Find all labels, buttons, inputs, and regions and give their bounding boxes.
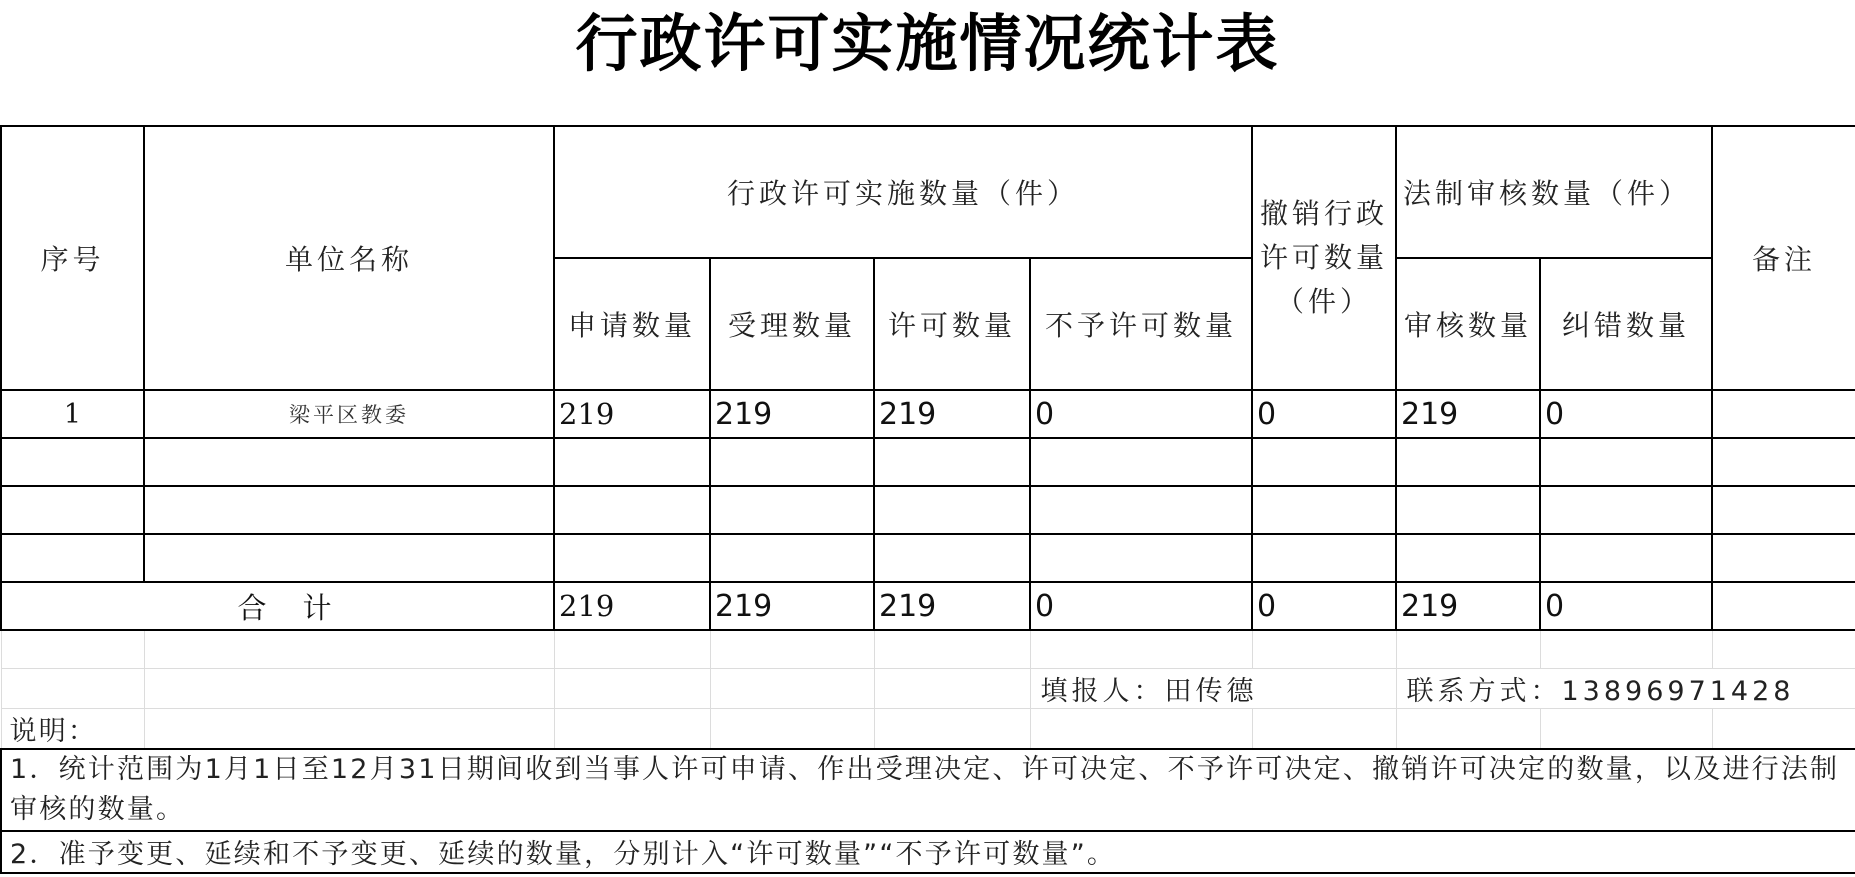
grid-cell: [1540, 630, 1712, 668]
total-row: [1, 582, 1855, 630]
grid-cell: [1252, 708, 1396, 749]
grid-cell: [554, 708, 710, 749]
cell-permit: 219: [874, 390, 1030, 438]
header-permit: 许可数量: [874, 258, 1030, 390]
empty-cell: [1030, 534, 1252, 582]
header-row-1: [1, 126, 1855, 258]
grid-cell: [1252, 630, 1396, 668]
cell-seq: 1: [1, 390, 144, 438]
header-remark: 备注: [1712, 126, 1855, 390]
total-review: 219: [1396, 582, 1540, 630]
header-unit-name: 单位名称: [144, 126, 554, 390]
empty-cell: [1712, 534, 1855, 582]
empty-cell: [1, 534, 144, 582]
header-legal-group: 法制审核数量（件）: [1396, 126, 1712, 258]
empty-cell: [1252, 438, 1396, 486]
grid-cell: [554, 630, 710, 668]
grid-cell: [874, 630, 1030, 668]
empty-cell: [710, 438, 874, 486]
grid-cell: [1712, 708, 1855, 749]
grid-cell: [1030, 708, 1252, 749]
note-row-2: [1, 831, 1855, 873]
header-implement-group: 行政许可实施数量（件）: [554, 126, 1252, 258]
note-row-1: [1, 749, 1855, 831]
total-deny: 0: [1030, 582, 1252, 630]
grid-cell: [710, 668, 874, 708]
empty-cell: [874, 486, 1030, 534]
cell-apply: 219: [554, 390, 710, 438]
empty-cell: [554, 438, 710, 486]
empty-cell: [144, 486, 554, 534]
blank-grid-row: [1, 630, 1855, 668]
notes-heading-row: [1, 708, 1855, 749]
empty-cell: [874, 438, 1030, 486]
cell-remark: [1712, 390, 1855, 438]
table-row-empty: [1, 534, 1855, 582]
grid-cell: [1030, 630, 1252, 668]
grid-cell: [874, 708, 1030, 749]
header-seq: 序号: [1, 126, 144, 390]
grid-cell: [144, 630, 554, 668]
cell-deny: 0: [1030, 390, 1252, 438]
empty-cell: [1540, 486, 1712, 534]
grid-cell: [1712, 630, 1855, 668]
page-title: 行政许可实施情况统计表: [575, 7, 1280, 80]
empty-cell: [554, 534, 710, 582]
grid-cell: [1396, 708, 1540, 749]
title-spacer-row: [1, 0, 1855, 126]
note-item-2: 2．准予变更、延续和不予变更、延续的数量，分别计入“许可数量”“不予许可数量”。: [1, 831, 1855, 873]
table-row: [1, 390, 1855, 438]
cell-accept: 219: [710, 390, 874, 438]
total-label: 合计: [1, 582, 554, 630]
grid-cell: [710, 630, 874, 668]
grid-cell: [710, 708, 874, 749]
cell-revoke: 0: [1252, 390, 1396, 438]
grid-cell: [874, 668, 1030, 708]
empty-cell: [554, 486, 710, 534]
empty-cell: [1030, 486, 1252, 534]
header-review: 审核数量: [1396, 258, 1540, 390]
total-apply: 219: [554, 582, 710, 630]
table-row-empty: [1, 486, 1855, 534]
notes-heading: 说明：: [1, 708, 144, 749]
empty-cell: [874, 534, 1030, 582]
empty-cell: [1030, 438, 1252, 486]
empty-cell: [1, 438, 144, 486]
title-spacer-cell: [1, 0, 1855, 126]
empty-cell: [1540, 534, 1712, 582]
header-revoke: 撤销行政许可数量（件）: [1252, 126, 1396, 390]
cell-review: 219: [1396, 390, 1540, 438]
empty-cell: [144, 534, 554, 582]
total-revoke: 0: [1252, 582, 1396, 630]
empty-cell: [1396, 534, 1540, 582]
empty-cell: [1, 486, 144, 534]
empty-cell: [1396, 438, 1540, 486]
total-accept: 219: [710, 582, 874, 630]
note-item-1: 1．统计范围为1月1日至12月31日期间收到当事人许可申请、作出受理决定、许可决定、不予许可决定、撤销许可决定的数量，以及进行法制审核的数量。: [1, 749, 1855, 831]
empty-cell: [1712, 438, 1855, 486]
grid-cell: [554, 668, 710, 708]
filler-row: [1, 668, 1855, 708]
table-row-empty: [1, 438, 1855, 486]
total-remark: [1712, 582, 1855, 630]
grid-cell: [1, 668, 144, 708]
header-deny: 不予许可数量: [1030, 258, 1252, 390]
empty-cell: [710, 534, 874, 582]
empty-cell: [144, 438, 554, 486]
cell-unit: 梁平区教委: [144, 390, 554, 438]
header-accept: 受理数量: [710, 258, 874, 390]
contact-info: 联系方式：13896971428: [1396, 668, 1855, 708]
grid-cell: [144, 668, 554, 708]
total-correct: 0: [1540, 582, 1712, 630]
empty-cell: [1396, 486, 1540, 534]
filler-name: 填报人：田传德: [1030, 668, 1396, 708]
empty-cell: [1712, 486, 1855, 534]
total-permit: 219: [874, 582, 1030, 630]
grid-cell: [1540, 708, 1712, 749]
grid-cell: [144, 708, 554, 749]
empty-cell: [710, 486, 874, 534]
cell-correct: 0: [1540, 390, 1712, 438]
empty-cell: [1540, 438, 1712, 486]
empty-cell: [1252, 534, 1396, 582]
grid-cell: [1, 630, 144, 668]
header-apply: 申请数量: [554, 258, 710, 390]
grid-cell: [1396, 630, 1540, 668]
header-correct: 纠错数量: [1540, 258, 1712, 390]
empty-cell: [1252, 486, 1396, 534]
